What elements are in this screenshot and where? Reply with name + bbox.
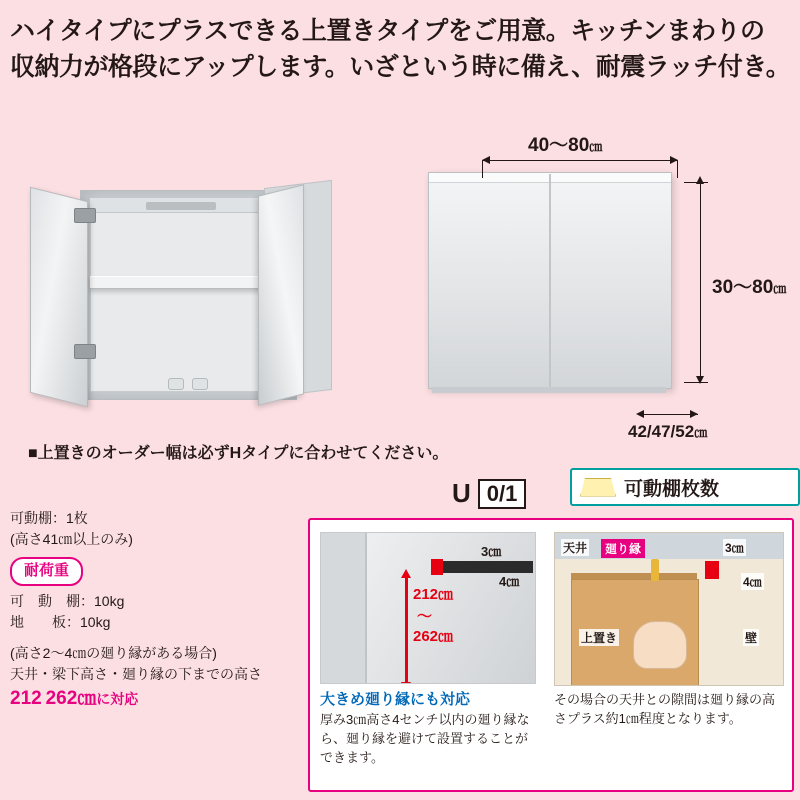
cabinet-corner-line — [365, 533, 367, 683]
width-label: 40〜80㎝ — [528, 135, 603, 156]
corner-label-4cm: 4㎝ — [499, 574, 520, 589]
molding-heading: 大きめ廻り縁にも対応 — [320, 691, 471, 708]
cabinet-base — [432, 387, 666, 393]
depth-arrow-left-icon — [636, 410, 644, 418]
hinge-icon — [74, 208, 96, 223]
movable-shelf-note: (高さ41㎝以上のみ) — [10, 531, 133, 547]
shelf-trapezoid-icon — [580, 478, 616, 497]
load-row — [10, 612, 300, 633]
load-row-label: 可 動 棚： — [10, 592, 94, 609]
installation-diagram — [554, 532, 784, 686]
installation-body-text: その場合の天井との隙間は廻り縁の高さプラス約1㎝程度となります。 — [554, 692, 776, 727]
cabinet-edge-shadow — [321, 533, 365, 683]
height-range-max: 262㎝ — [45, 687, 97, 709]
order-note: ■上置きのオーダー幅は必ずHタイプに合わせてください。 — [28, 445, 449, 462]
width-tick-left — [482, 160, 483, 178]
headline-line-2: 収納力が格段にアップします。いざという時に備え、耐震ラッチ付き。 — [10, 52, 791, 81]
height-tick-bottom — [684, 382, 708, 383]
molding-info-panel — [308, 518, 794, 792]
width-dimension-line — [482, 160, 678, 161]
u-badge-letter: U — [452, 478, 471, 508]
height-range-suffix: に対応 — [96, 690, 139, 707]
tag-wall: 壁 — [745, 631, 758, 645]
adjustable-shelf — [90, 276, 272, 289]
ceiling-area — [555, 533, 783, 559]
movable-shelf-text: 可動棚：1枚 — [10, 510, 88, 526]
load-row — [10, 591, 300, 612]
u-badge-value: 0/1 — [478, 479, 527, 509]
height-range-min: 212 — [10, 687, 42, 709]
hinge-icon — [74, 344, 96, 359]
shelf-count-label: 可動棚枚数 — [624, 478, 720, 500]
height-dimension-line — [700, 182, 701, 382]
width-arrow-left-icon — [482, 156, 490, 164]
load-row-label: 地 板： — [10, 613, 80, 630]
molding-red-marker — [431, 559, 443, 575]
earthquake-latch — [146, 202, 216, 210]
headline-line-1: ハイタイプにプラスできる上置きタイプをご用意。キッチンまわりの — [10, 17, 765, 45]
tag-ceiling: 天井 — [563, 541, 588, 555]
tag-molding: 廻り縁 — [601, 539, 645, 558]
corner-label-212: 212㎝ — [413, 586, 454, 603]
u-badge — [452, 478, 526, 509]
cabinet-front — [428, 172, 672, 389]
molding-body-text: 厚み3㎝高さ4センチ以内の廻り縁なら、廻り縁を避けて設置することができます。 — [320, 712, 530, 766]
cabinet-door-right — [258, 184, 304, 405]
page-title — [10, 14, 794, 85]
height-range-arrow — [405, 577, 408, 683]
corner-photo — [320, 532, 536, 684]
spec-block — [10, 508, 300, 713]
load-row-value: 10kg — [80, 613, 111, 630]
depth-label: 42/47/52㎝ — [628, 422, 708, 441]
height-label: 30〜80㎝ — [712, 277, 787, 298]
load-capacity-title: 耐荷重 — [10, 557, 83, 586]
screw-icon — [651, 559, 659, 581]
corner-label-3cm: 3㎝ — [481, 544, 502, 559]
tag-cabinet: 上置き — [581, 631, 618, 645]
product-photo-closed — [428, 172, 688, 392]
load-row-value: 10kg — [94, 592, 125, 609]
tag-4cm: 4㎝ — [743, 575, 762, 589]
molding-right-column — [554, 528, 784, 780]
height-tick-top — [684, 182, 708, 183]
product-photo-open — [18, 176, 343, 416]
width-tick-right — [677, 160, 678, 178]
tag-3cm: 3㎝ — [725, 541, 744, 555]
molding-note: (高さ2〜4㎝の廻り縁がある場合) — [10, 644, 217, 661]
door-gap — [549, 174, 551, 387]
molding-left-column — [318, 528, 544, 780]
hand-illustration — [633, 621, 687, 669]
height-note: 天井・梁下高さ・廻り縁の下までの高さ — [10, 665, 262, 682]
height-range — [10, 685, 300, 714]
corner-label-262: 262㎝ — [413, 628, 454, 645]
depth-arrow-right-icon — [690, 410, 698, 418]
cabinet-interior — [90, 198, 272, 392]
shelf-pins — [168, 378, 208, 388]
corner-label-tilde: 〜 — [417, 608, 433, 625]
shelf-count-legend — [570, 468, 800, 506]
molding-red-block — [705, 561, 719, 579]
